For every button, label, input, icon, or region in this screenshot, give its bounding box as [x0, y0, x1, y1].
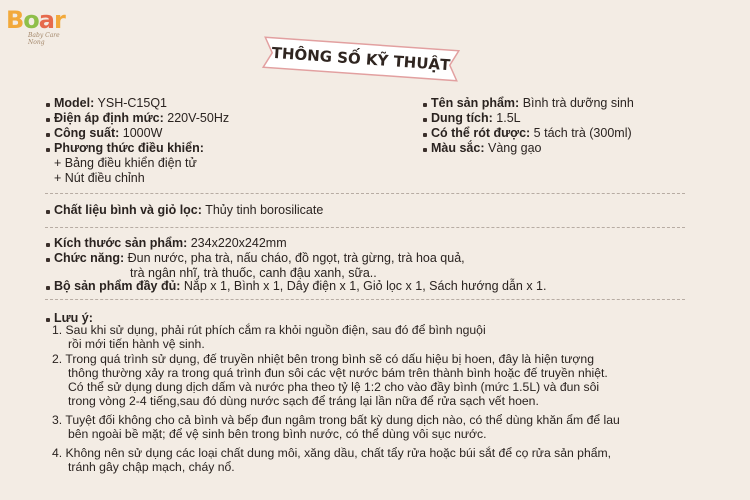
page-title: THÔNG SỐ KỸ THUẬT — [271, 43, 451, 75]
bullet-icon — [423, 118, 427, 122]
spec-voltage: Điện áp định mức: 220V-50Hz — [54, 111, 230, 125]
divider — [45, 193, 685, 194]
bullet-icon — [423, 103, 427, 107]
spec-color: Màu sắc: Vàng gạo — [431, 141, 542, 155]
note-line: 1. Sau khi sử dụng, phải rút phích cắm ra khỏi nguồn điện, sau đó để bình nguội — [52, 323, 486, 337]
note-line: rồi mới tiến hành vệ sinh. — [68, 337, 205, 351]
spec-package-contents: Bộ sản phẩm đầy đủ: Nắp x 1, Bình x 1, Dây điện x 1, Giỏ lọc x 1, Sách hướng dẫn x 1. — [54, 279, 547, 293]
note-line: Có thể sử dụng dung dịch dấm và nước pha theo tỷ lệ 1:2 cho vào đầy bình (mức 1.5L) và đun sôi — [68, 380, 600, 394]
control-option: + Nút điều chỉnh — [54, 171, 145, 185]
divider — [45, 299, 685, 300]
note-line: 4. Không nên sử dụng các loại chất dung môi, xăng dầu, chất tẩy rửa hoặc búi sắt để cọ rửa sản phẩm, — [52, 446, 612, 460]
note-line: 3. Tuyệt đối không cho cả bình và bếp đun ngâm trong bất kỳ dung dịch nào, có thể dùng khăn ẩm để lau — [52, 413, 620, 427]
bullet-icon — [423, 148, 427, 152]
spec-material: Chất liệu bình và giỏ lọc: Thủy tinh borosilicate — [54, 203, 324, 217]
note-line: thông thường xảy ra trong quá trình đun sôi các vệt nước bám trên thành bình hoặc đế truyền nhiệt. — [68, 366, 608, 380]
spec-size: Kích thước sản phẩm: 234x220x242mm — [54, 236, 287, 250]
divider — [45, 227, 685, 228]
control-option: + Bảng điều khiển điện tử — [54, 156, 197, 170]
bullet-icon — [46, 318, 50, 322]
spec-pour-capacity: Có thể rót được: 5 tách trà (300ml) — [431, 126, 632, 140]
bullet-icon — [46, 243, 50, 247]
bullet-icon — [46, 210, 50, 214]
title-banner — [258, 36, 464, 82]
note-line: tránh gây chập mạch, cháy nổ. — [68, 460, 235, 474]
note-line: 2. Trong quá trình sử dụng, đế truyền nhiệt bên trong bình sẽ có dấu hiệu bị hoen, đây là hiện tượng — [52, 352, 594, 366]
spec-power: Công suất: 1000W — [54, 126, 163, 140]
brand-logo — [6, 6, 76, 46]
notes-title: Lưu ý: — [54, 311, 93, 325]
spec-capacity: Dung tích: 1.5L — [431, 111, 521, 125]
spec-control-method: Phương thức điều khiển: — [54, 141, 204, 155]
bullet-icon — [46, 103, 50, 107]
bullet-icon — [46, 118, 50, 122]
note-line: trong vòng 2-4 tiếng,sau đó dùng nước sạch để tráng lại lần nữa để rửa sạch vết hoen. — [68, 394, 539, 408]
bullet-icon — [46, 133, 50, 137]
bullet-icon — [46, 286, 50, 290]
bullet-icon — [46, 148, 50, 152]
spec-function: Chức năng: Đun nước, pha trà, nấu cháo, đồ ngọt, trà gừng, trà hoa quả, — [54, 251, 465, 265]
logo-text: Boar — [6, 6, 65, 34]
note-line: bên ngoài bề mặt; để vệ sinh bên trong bình nước, có thể dùng vôi sục nước. — [68, 427, 487, 441]
logo-tagline: Baby Care Nong — [28, 32, 60, 46]
spec-model: Model: YSH-C15Q1 — [54, 96, 168, 110]
spec-product-name: Tên sản phẩm: Bình trà dưỡng sinh — [431, 96, 634, 110]
spec-function-continued: trà ngân nhĩ, trà thuốc, canh đậu xanh, sữa.. — [130, 266, 377, 280]
bullet-icon — [423, 133, 427, 137]
bullet-icon — [46, 258, 50, 262]
